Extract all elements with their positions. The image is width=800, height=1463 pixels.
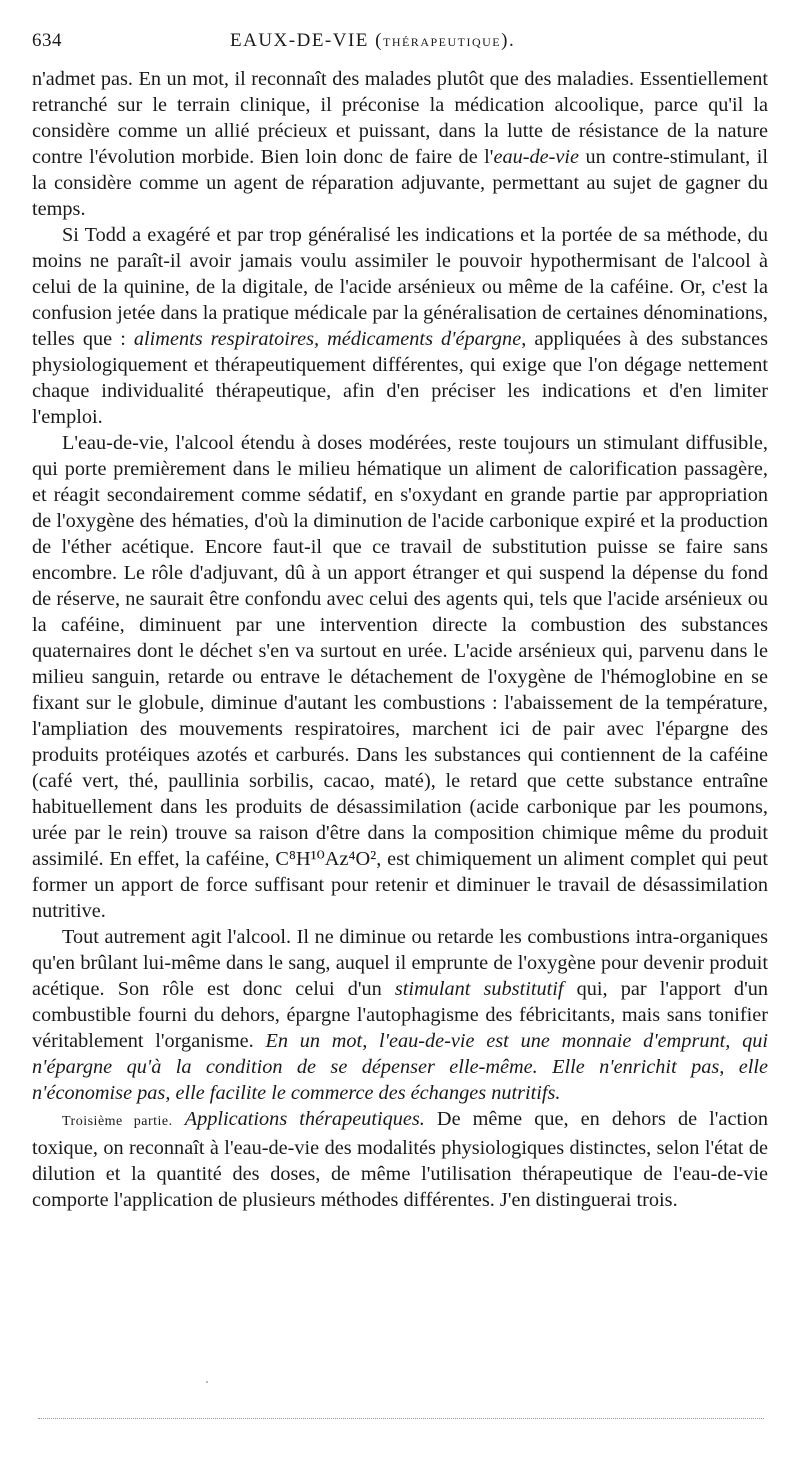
paragraph xyxy=(32,222,768,430)
text-run: n'admet pas. En un mot, il reconnaît des malades plutôt que des maladies. Essentiellement retranché sur le terrain clinique, il préconise la médication alcoolique, parce qu'il la considère comme un allié précieux et puissant, dans la lutte de résistance de la nature contre l'évolution morbide. Bien loin donc de faire de l' xyxy=(32,68,768,168)
text-run: Si Todd a exagéré et par trop généralisé les indications et la portée de sa méthode, du moins ne paraît-il avoir jamais voulu assimiler le pouvoir hypothermisant de l'alcool à celui de la quinine, de la digitale, de l'acide arsénieux ou même de la caféine. Or, c'est la confusion jetée dans la pratique médicale par la généralisation de certaines dénominations, telles que : xyxy=(32,224,768,350)
text-run: De même que, en dehors de l'action toxique, on reconnaît à l'eau-de-vie des modalités physiologiques distinctes, selon l'état de dilution et la quantité des doses, de même l'utilisation thérapeutique de l'eau-de-vie comporte l'application de plusieurs méthodes différentes. J'en distinguerai trois. xyxy=(32,1108,768,1211)
italic-text-run: eau-de-vie xyxy=(493,146,580,168)
running-title xyxy=(230,30,515,52)
running-title-main: EAUX-DE-VIE xyxy=(230,30,369,51)
paragraph xyxy=(32,1106,768,1213)
body-text xyxy=(32,66,768,1213)
text-run: un contre-stimulant, il la considère comme un agent de réparation adjuvante, permettant au sujet de gagner du temps. xyxy=(32,146,768,220)
page-number: 634 xyxy=(32,30,62,51)
running-title-open: ( xyxy=(368,30,383,51)
italic-text-run: aliments respiratoires, médicaments d'épargne xyxy=(133,328,522,350)
italic-text-run: stimulant substitutif xyxy=(394,978,564,1000)
book-page xyxy=(32,30,768,1213)
text-run: qui, par l'apport d'un combustible fourni du dehors, épargne l'autophagisme des fébricitants, mais sans tonifier véritablement l'organisme. xyxy=(32,978,769,1052)
italic-text-run: Applications thérapeutiques. xyxy=(184,1108,425,1130)
italic-text-run: En un mot, l'eau-de-vie est une monnaie d'emprunt, qui n'épargne qu'à la condition de se dépenser elle-même. Elle n'enrichit pas, elle n'économise pas, elle facilite le commerce des échanges nutritifs. xyxy=(32,1030,768,1104)
running-title-close: ). xyxy=(501,30,516,51)
text-run xyxy=(173,1108,185,1130)
text-run: , appliquées à des substances physiologiquement et thérapeutiquement différentes, qui exige que l'on dégage nettement chaque individualité thérapeutique, afin d'en préciser les indications et d'en limiter l'emploi. xyxy=(32,328,768,428)
paragraph xyxy=(32,66,768,222)
small-caps-text-run: Troisième partie. xyxy=(62,1114,173,1129)
paragraph xyxy=(32,924,768,1106)
running-title-subtitle: THÉRAPEUTIQUE xyxy=(382,35,502,49)
paragraph xyxy=(32,430,768,924)
footer-dotted-rule xyxy=(38,1418,764,1419)
print-speck xyxy=(206,1381,208,1383)
text-run: L'eau-de-vie, l'alcool étendu à doses modérées, reste toujours un stimulant diffusible, qui porte premièrement dans le milieu hématique un aliment de calorification passagère, et réagit secondairement comme sédatif, en s'oxydant en grande partie par appropriation de l'oxygène des hématies, d'où la diminution de l'acide carbonique expiré et la production de l'éther acétique. Encore faut-il que ce travail de substitution puisse se faire sans encombre. Le rôle d'adjuvant, dû à un apport étranger et qui suspend la dépense du fond de réserve, ne saurait être confondu avec celui des agents qui, tels que l'acide arsénieux ou la caféine, diminuent par une intervention directe la combustion des substances quaternaires dont le déchet s'en va surtout en urée. L'acide arsénieux qui, parvenu dans le milieu sanguin, retarde ou entrave le détachement de l'oxygène de l'hémoglobine en se fixant sur le globule, diminue d'autant les combustions : l'abaissement de la température, l'ampliation des mouvements respiratoires, marchent ici de pair avec l'épargne des produits protéiques azotés et carburés. Dans les substances qui contiennent de la caféine (café vert, thé, paullinia sorbilis, cacao, maté), le retard que cette substance entraîne habituellement dans les produits de désassimilation (acide carbonique par les poumons, urée par le rein) trouve sa raison d'être dans la composition chimique même du produit assimilé. En effet, la caféine, C⁸H¹⁰Az⁴O², est chimiquement un aliment complet qui peut former un apport de force suffisant pour retenir et diminuer le travail de désassimilation nutritive. xyxy=(32,432,768,922)
text-run: Tout autrement agit l'alcool. Il ne diminue ou retarde les combustions intra-organiques qu'en brûlant lui-même dans le sang, auquel il emprunte de l'oxygène pour devenir produit acétique. Son rôle est donc celui d'un xyxy=(32,926,768,1000)
running-header xyxy=(32,30,768,56)
